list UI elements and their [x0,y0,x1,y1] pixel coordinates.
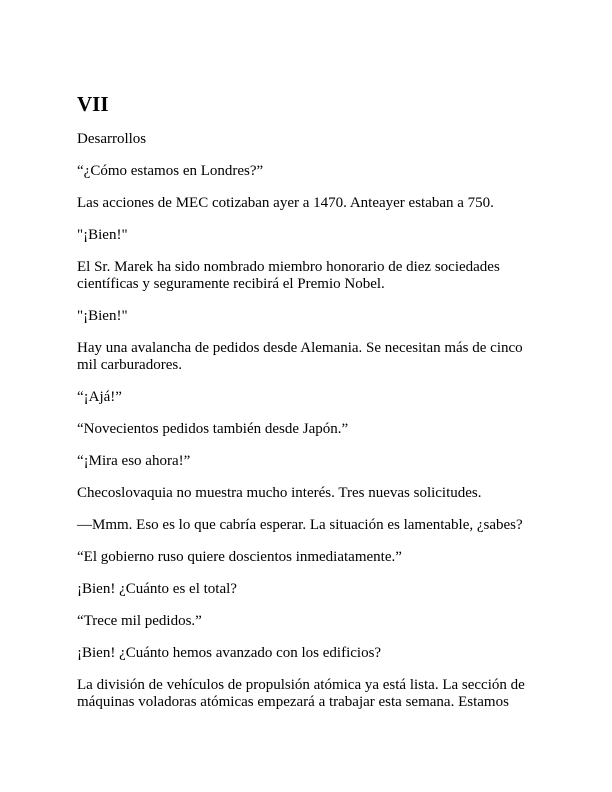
paragraph: ¡Bien! ¿Cuánto hemos avanzado con los edificios? [77,645,382,661]
paragraph: “El gobierno ruso quiere doscientos inmediatamente.” [77,549,402,565]
paragraph: "¡Bien!" [77,227,128,243]
paragraph: Checoslovaquia no muestra mucho interés. Tres nuevas solicitudes. [77,485,482,501]
paragraph: “Trece mil pedidos.” [77,613,202,629]
paragraph: Hay una avalancha de pedidos desde Alemania. Se necesitan más de cinco mil carburadores. [77,340,523,373]
paragraph: “¡Mira eso ahora!” [77,453,191,469]
paragraph: "¡Bien!" [77,308,128,324]
paragraph: “¿Cómo estamos en Londres?” [77,163,264,179]
paragraph: ¡Bien! ¿Cuánto es el total? [77,581,237,597]
paragraph: “¡Ajá!” [77,389,122,405]
paragraph: El Sr. Marek ha sido nombrado miembro honorario de diez sociedades científicas y seguramente recibirá el Premio Nobel. [77,259,500,292]
document-page [77,92,537,726]
chapter-title: Desarrollos [77,131,147,147]
paragraph: “Novecientos pedidos también desde Japón.” [77,421,349,437]
paragraph: La división de vehículos de propulsión atómica ya está lista. La sección de máquinas voladoras atómicas empezará a trabajar esta semana. Estamos [77,677,525,710]
paragraph: —Mmm. Eso es lo que cabría esperar. La situación es lamentable, ¿sabes? [77,517,523,533]
chapter-number: VII [77,92,109,116]
paragraph: Las acciones de MEC cotizaban ayer a 1470. Anteayer estaban a 750. [77,195,494,211]
